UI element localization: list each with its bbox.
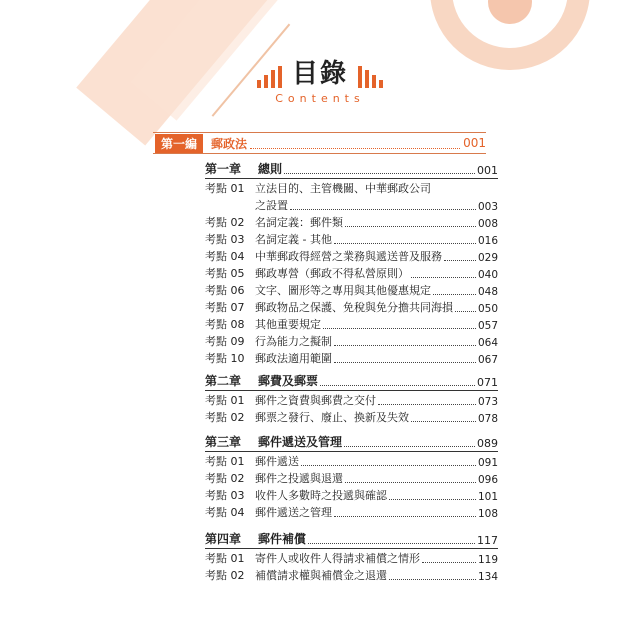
chapter-page: 089 (477, 437, 498, 450)
toc-entry[interactable] (205, 281, 498, 298)
dot-leader (345, 482, 476, 483)
entry-title: 郵件遞送之管理 (255, 506, 332, 519)
entry-page: 040 (477, 269, 498, 281)
entry-title: 中華郵政得經營之業務與遞送普及服務 (255, 250, 442, 263)
part-page: 001 (463, 136, 486, 150)
entry-title: 郵件之資費與郵費之交付 (255, 394, 376, 407)
bar-ornament-right-icon (358, 66, 383, 88)
entry-title: 郵票之發行、廢止、換新及失效 (255, 411, 409, 424)
page-subtitle: Contents (275, 92, 365, 105)
entry-page: 064 (477, 337, 498, 349)
entry-title: 郵政法適用範圍 (255, 352, 332, 365)
chapter-heading[interactable] (205, 372, 498, 389)
entry-page: 057 (477, 320, 498, 332)
entry-title: 名詞定義 - 其他 (255, 233, 332, 246)
entry-page: 108 (477, 508, 498, 520)
toc-entry[interactable] (205, 264, 498, 281)
toc-entry[interactable] (205, 469, 498, 486)
entry-title: 收件人多數時之投遞與確認 (255, 489, 387, 502)
entry-page: 091 (477, 457, 498, 469)
entry-page: 073 (477, 396, 498, 408)
dot-leader (308, 543, 475, 544)
entry-page: 008 (477, 218, 498, 230)
entry-number: 考點 03 (205, 489, 245, 502)
dot-leader (389, 579, 476, 580)
entry-number: 考點 01 (205, 455, 245, 468)
entry-page: 029 (477, 252, 498, 264)
entry-number: 考點 02 (205, 216, 245, 229)
entry-title: 立法目的、主管機關、中華郵政公司 (255, 182, 431, 195)
part-badge: 第一編 (155, 134, 203, 153)
toc-entry[interactable] (205, 349, 498, 366)
entry-number: 考點 04 (205, 506, 245, 519)
entry-number: 考點 02 (205, 411, 245, 424)
entry-title: 郵件之投遞與退還 (255, 472, 343, 485)
dot-leader (344, 446, 475, 447)
dot-leader (422, 562, 476, 563)
entry-number: 考點 10 (205, 352, 245, 365)
chapter-page: 071 (477, 376, 498, 389)
chapter-block (205, 160, 498, 366)
chapter-heading[interactable] (205, 433, 498, 450)
toc-entry[interactable] (205, 213, 498, 230)
entry-number: 考點 01 (205, 552, 245, 565)
dot-leader (334, 516, 476, 517)
entry-page: 096 (477, 474, 498, 486)
entry-number: 考點 05 (205, 267, 245, 280)
entry-number: 考點 03 (205, 233, 245, 246)
dot-leader (334, 345, 476, 346)
chapter-number: 第三章 (205, 435, 242, 449)
entry-page: 067 (477, 354, 498, 366)
entry-number: 考點 04 (205, 250, 245, 263)
toc-entry[interactable] (205, 332, 498, 349)
chapter-page: 117 (477, 534, 498, 547)
toc-entry[interactable] (205, 452, 498, 469)
entry-page: 050 (477, 303, 498, 315)
chapter-heading[interactable] (205, 160, 498, 177)
entry-title: 行為能力之擬制 (255, 335, 332, 348)
chapter-title: 總則 (258, 162, 283, 176)
dot-leader (334, 362, 476, 363)
chapter-title: 郵費及郵票 (258, 374, 319, 388)
entry-number: 考點 02 (205, 472, 245, 485)
entry-title-continued: 之設置 (255, 199, 288, 212)
toc-entry[interactable] (205, 503, 498, 520)
toc-entry[interactable] (205, 230, 498, 247)
dot-leader (389, 499, 476, 500)
chapter-block (205, 433, 498, 520)
chapter-page: 001 (477, 164, 498, 177)
chapter-block (205, 372, 498, 425)
chapter-block (205, 530, 498, 583)
chapter-number: 第四章 (205, 532, 242, 546)
dot-leader (411, 277, 476, 278)
part-heading[interactable] (153, 132, 486, 154)
entry-page: 003 (477, 201, 498, 213)
entry-title: 名詞定義：郵件類 (255, 216, 343, 229)
part-title: 郵政法 (211, 136, 248, 151)
dot-leader (323, 328, 476, 329)
dot-leader (455, 311, 476, 312)
chapter-number: 第二章 (205, 374, 242, 388)
dot-leader (433, 294, 476, 295)
entry-page: 048 (477, 286, 498, 298)
toc-entry[interactable] (205, 549, 498, 566)
entry-title: 郵件遞送 (255, 455, 299, 468)
entry-page: 134 (477, 571, 498, 583)
bar-ornament-left-icon (257, 66, 282, 88)
entry-number: 考點 09 (205, 335, 245, 348)
toc-entry[interactable] (205, 408, 498, 425)
dot-leader (378, 404, 476, 405)
entry-page: 078 (477, 413, 498, 425)
page-title: 目錄 (291, 59, 348, 89)
toc-entry[interactable] (205, 247, 498, 264)
entry-title: 文字、圖形等之專用與其他優惠規定 (255, 284, 431, 297)
toc-entry[interactable] (205, 391, 498, 408)
toc-entry[interactable] (205, 179, 498, 213)
dot-leader (334, 243, 476, 244)
dot-leader (444, 260, 476, 261)
chapter-number: 第一章 (205, 162, 242, 176)
chapter-title: 郵件遞送及管理 (258, 435, 343, 449)
entry-title: 其他重要規定 (255, 318, 321, 331)
entry-page: 016 (477, 235, 498, 247)
chapter-heading[interactable] (205, 530, 498, 547)
toc-entry[interactable] (205, 566, 498, 583)
entry-page: 101 (477, 491, 498, 503)
toc-entry[interactable] (205, 486, 498, 503)
entry-number: 考點 06 (205, 284, 245, 297)
dot-leader (320, 385, 475, 386)
page-header (0, 60, 640, 105)
entry-title: 郵政物品之保護、免稅與免分擔共同海損 (255, 301, 453, 314)
toc-entry[interactable] (205, 298, 498, 315)
toc-entry[interactable] (205, 315, 498, 332)
entry-number: 考點 02 (205, 569, 245, 582)
dot-leader (345, 226, 476, 227)
dot-leader (250, 138, 460, 149)
entry-title: 郵政專營（郵政不得私營原則） (255, 267, 409, 280)
dot-leader (284, 173, 475, 174)
chapter-title: 郵件補償 (258, 532, 307, 546)
entry-number: 考點 07 (205, 301, 245, 314)
dot-leader (290, 209, 476, 210)
dot-leader (301, 465, 476, 466)
entry-number: 考點 01 (205, 394, 245, 407)
entry-title: 寄件人或收件人得請求補償之情形 (255, 552, 420, 565)
entry-number: 考點 08 (205, 318, 245, 331)
entry-number: 考點 01 (205, 182, 245, 195)
dot-leader (411, 421, 476, 422)
entry-page: 119 (477, 554, 498, 566)
entry-title: 補償請求權與補償金之退還 (255, 569, 387, 582)
